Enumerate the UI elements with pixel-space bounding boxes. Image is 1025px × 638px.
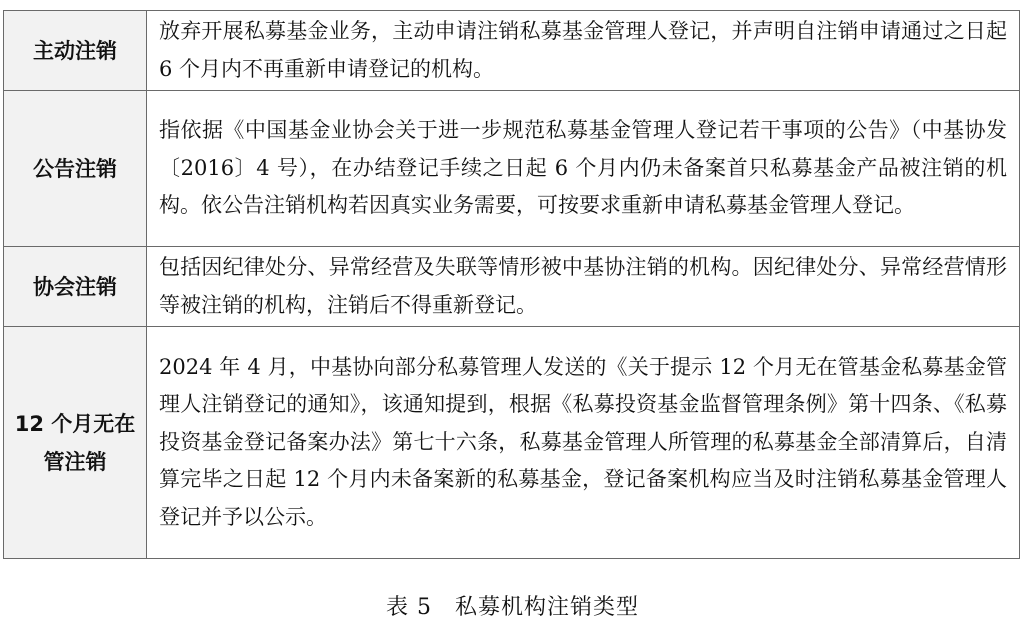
table-row xyxy=(4,11,1020,91)
table-caption: 表 5 私募机构注销类型 xyxy=(386,595,639,620)
row-label-announcement: 公告注销 xyxy=(4,91,147,247)
row-description-announcement: 指依据《中国基金业协会关于进一步规范私募基金管理人登记若干事项的公告》（中基协发〔2016〕4 号），在办结登记手续之日起 6 个月内仍未备案首只私募基金产品被注销的机构。依公告注销机构若因真实业务需要，可按要求重新申请私募基金管理人登记。 xyxy=(147,91,1020,247)
cancellation-types-table xyxy=(3,10,1020,559)
row-description-voluntary: 放弃开展私募基金业务，主动申请注销私募基金管理人登记，并声明自注销申请通过之日起 6 个月内不再重新申请登记的机构。 xyxy=(147,11,1020,91)
row-description-association: 包括因纪律处分、异常经营及失联等情形被中基协注销的机构。因纪律处分、异常经营情形等被注销的机构，注销后不得重新登记。 xyxy=(147,247,1020,327)
row-label-12-months: 12 个月无在管注销 xyxy=(4,327,147,559)
row-label-association: 协会注销 xyxy=(4,247,147,327)
table-row xyxy=(4,247,1020,327)
cancellation-types-table-container xyxy=(3,10,1020,559)
table-row xyxy=(4,91,1020,247)
table-row xyxy=(4,327,1020,559)
row-label-voluntary: 主动注销 xyxy=(4,11,147,91)
row-description-12-months: 2024 年 4 月，中基协向部分私募管理人发送的《关于提示 12 个月无在管基金私募基金管理人注销登记的通知》，该通知提到，根据《私募投资基金监督管理条例》第十四条、《私募投资基金登记备案办法》第七十六条，私募基金管理人所管理的私募基金全部清算后，自清算完毕之日起 12 个月内未备案新的私募基金，登记备案机构应当及时注销私募基金管理人登记并予以公示。 xyxy=(147,327,1020,559)
